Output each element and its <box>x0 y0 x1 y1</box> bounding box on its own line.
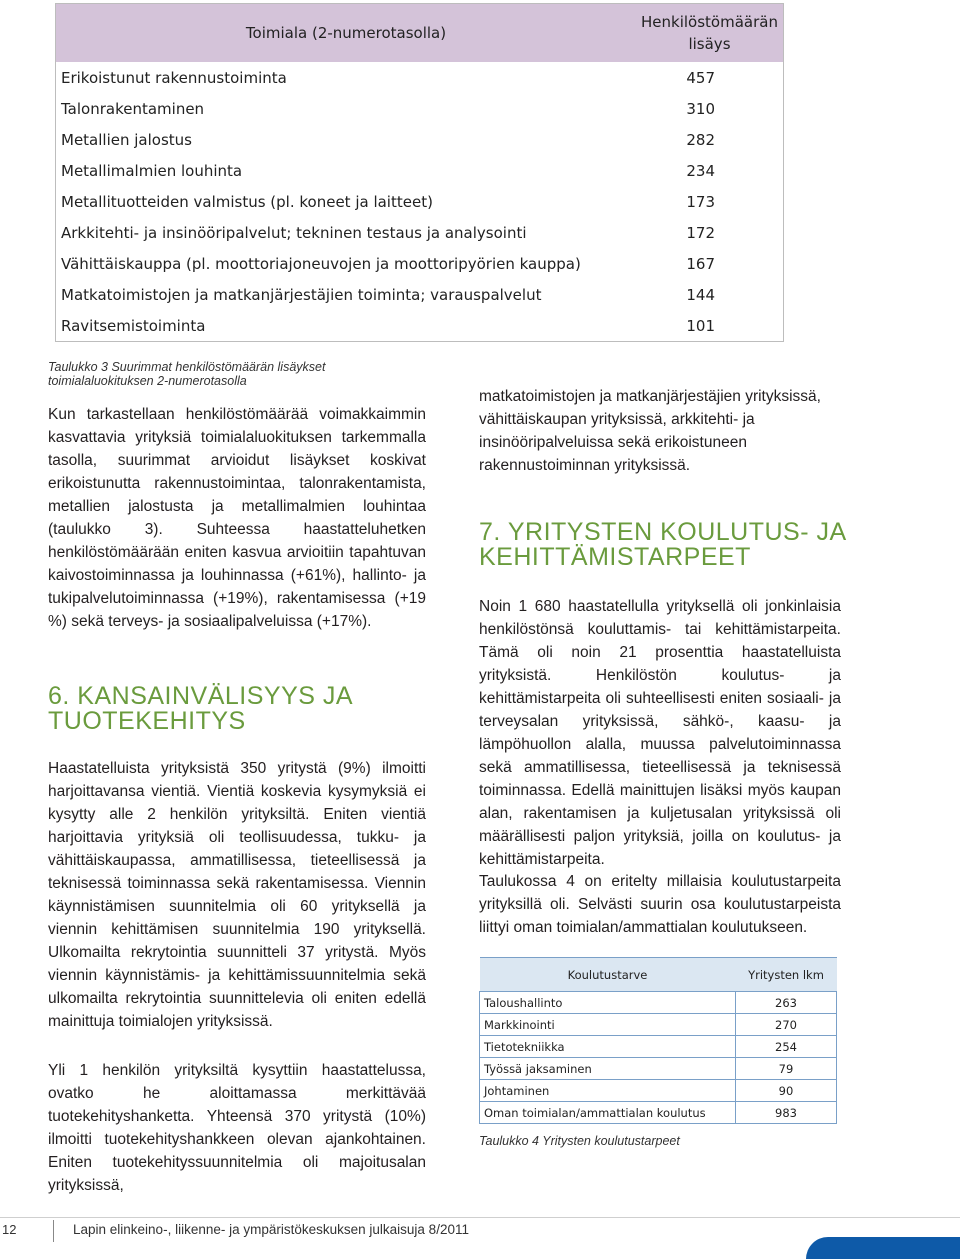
table-row <box>56 186 784 217</box>
industry-name: Metallien jalostus <box>61 130 192 149</box>
industry-name: Ravitsemistoiminta <box>61 316 206 335</box>
table-row <box>480 1014 837 1036</box>
growth-value: 173 <box>686 192 715 211</box>
training-need-name: Markkinointi <box>480 1014 736 1036</box>
table-row <box>480 1058 837 1080</box>
industry-column-header: Toimiala (2-numerotasolla) <box>56 4 637 63</box>
section-6-heading <box>48 684 448 734</box>
industry-name: Vähittäiskauppa (pl. moottoriajoneuvojen ja moottoripyörien kauppa) <box>61 254 581 273</box>
industry-growth-table <box>55 3 784 342</box>
table-header-row <box>480 958 837 992</box>
section-7-heading-line1: 7. YRITYSTEN KOULUTUS- JA <box>479 518 847 546</box>
growth-value: 167 <box>686 254 715 273</box>
table-row <box>56 93 784 124</box>
company-count: 79 <box>736 1058 837 1080</box>
training-need-column-header: Koulutustarve <box>480 958 736 992</box>
right-paragraph-3: Taulukossa 4 on eritelty millaisia koulutustarpeita yrityksillä oli. Selvästi suurin osa koulutustarpeista liittyi oman toimialan/ammattialan koulutukseen. <box>479 873 841 936</box>
table-3-caption-line2: toimialaluokituksen 2-numerotasolla <box>48 374 247 388</box>
left-paragraph-1: Kun tarkastellaan henkilöstömäärää voimakkaimmin kasvattavia yrityksiä toimialaluokituksen tarkemmalla tasolla, suurimmat arvioidut lisäykset koskivat erikoistunutta rakennustoimintaa, talonrakentamista, metallien jalostusta ja metallimalmien louhintaa (taulukko 3). Suhteessa haastatteluhetken henkilöstömäärään eniten kasvua arvioitiin tapahtuvan kaivostoiminnassa ja louhinnassa (+61%), hallinto- ja tukipalvelutoiminnassa (+19%), rakentamisessa (+19 %) sekä terveys- ja sosiaalipalveluissa (+17%). <box>48 406 426 630</box>
industry-name: Metallimalmien louhinta <box>61 161 243 180</box>
section-6-heading-line2: TUOTEKEHITYS <box>48 707 246 735</box>
growth-value: 310 <box>686 99 715 118</box>
growth-value: 282 <box>686 130 715 149</box>
company-count: 983 <box>736 1102 837 1124</box>
left-paragraph-2: Haastatelluista yrityksistä 350 yritystä (9%) ilmoitti harjoittavansa vientiä. Vientiä koskevia kysymyksiä ei kysytty alle 2 henkilön yrityksiltä. Eniten vientiä harjoittavia yrityksiä oli teollisuudessa, tukku- ja vähittäiskaupassa, ammatillisessa, tieteellisessä ja teknisessä toiminnassa sekä rakentamisessa. Viennin käynnistämisen suunnitelmia oli 60 yrityksellä ja viennin kehittämisen suunnitelmia 190 yrityksellä. Ulkomailta rekrytointia suunnitteli 37 yritystä. Myös viennin käynnistämis- ja kehittämissuunnitelmia sekä ulkomailta rekrytointia suunnittelevia oli eniten edellä mainittuja toimialojen yrityksissä. <box>48 760 426 1030</box>
table-row <box>56 217 784 248</box>
table-row <box>56 248 784 279</box>
growth-value: 144 <box>686 285 715 304</box>
company-count-column-header: Yritysten lkm <box>736 958 837 992</box>
company-count: 254 <box>736 1036 837 1058</box>
industry-name: Matkatoimistojen ja matkanjärjestäjien toiminta; varauspalvelut <box>61 285 542 304</box>
table-row <box>480 992 837 1014</box>
right-paragraph-1: matkatoimistojen ja matkanjärjestäjien yrityksissä, vähittäiskaupan yrityksissä, arkkitehti- ja insinööripalveluissa sekä erikoistuneen rakennustoiminnan yrityksissä. <box>479 388 821 474</box>
count-column-header <box>636 4 784 63</box>
section-7-heading <box>479 520 919 570</box>
company-count: 270 <box>736 1014 837 1036</box>
table-row <box>480 1080 837 1102</box>
footer-separator <box>53 1220 54 1242</box>
growth-value: 234 <box>686 161 715 180</box>
table-header-row <box>56 4 784 63</box>
table-row <box>56 155 784 186</box>
industry-name: Arkkitehti- ja insinööripalvelut; tekninen testaus ja analysointi <box>61 223 527 242</box>
section-6-heading-line1: 6. KANSAINVÄLISYYS JA <box>48 682 354 710</box>
company-count: 263 <box>736 992 837 1014</box>
page-number: 12 <box>2 1222 17 1237</box>
section-7-heading-line2: KEHITTÄMISTARPEET <box>479 543 751 571</box>
table-row <box>56 124 784 155</box>
table-row <box>56 62 784 93</box>
growth-value: 172 <box>686 223 715 242</box>
count-column-header-text: Henkilöstömäärän lisäys <box>641 13 778 53</box>
growth-value: 457 <box>686 68 715 87</box>
table-3-caption-line1: Taulukko 3 Suurimmat henkilöstömäärän lisäykset <box>48 360 326 374</box>
table-4-caption: Taulukko 4 Yritysten koulutustarpeet <box>479 1134 680 1148</box>
footer-divider <box>0 1217 960 1218</box>
publication-series: Lapin elinkeino-, liikenne- ja ympäristökeskuksen julkaisuja 8/2011 <box>73 1222 469 1237</box>
table-row <box>480 1036 837 1058</box>
training-need-name: Johtaminen <box>480 1080 736 1102</box>
table-row <box>56 279 784 310</box>
corner-decoration <box>806 1237 960 1259</box>
training-need-name: Taloushallinto <box>480 992 736 1014</box>
company-count: 90 <box>736 1080 837 1102</box>
table-row <box>480 1102 837 1124</box>
training-need-name: Tietotekniikka <box>480 1036 736 1058</box>
table-row <box>56 310 784 342</box>
training-needs-table <box>479 957 837 1124</box>
industry-name: Talonrakentaminen <box>61 99 205 118</box>
table-3-caption <box>48 360 448 388</box>
training-need-name: Työssä jaksaminen <box>480 1058 736 1080</box>
right-paragraph-2: Noin 1 680 haastatellulla yrityksellä oli jonkinlaisia henkilöstönsä kouluttamis- tai kehittämistarpeita. Tämä oli noin 21 prosenttia haastatelluista yrityksistä. Henkilöstön koulutus- ja kehittämistarpeita oli suhteellisesti eniten sosiaali- ja terveysalan yrityksissä, sähkö-, kaasu- ja lämpöhuollon alalla, muussa palvelutoiminnassa sekä ammatillisessa, tieteellisessä ja teknisessä toiminnassa. Edellä mainittujen lisäksi myös kaupan alan, rakentamisen ja kuljetusalan yrityksissä oli määrällisesti paljon yrityksiä, joilla on koulutus- ja kehittämistarpeita. <box>479 598 841 868</box>
left-paragraph-3: Yli 1 henkilön yrityksiltä kysyttiin haastattelussa, ovatko he aloittamassa merkittävää tuotekehityshanketta. Yhteensä 370 yritystä (10%) ilmoitti tuotekehityshankkeen olevan ajankohtainen. Eniten tuotekehityssuunnitelmia oli majoitusalan yrityksissä, <box>48 1062 426 1194</box>
training-need-name: Oman toimialan/ammattialan koulutus <box>480 1102 736 1124</box>
industry-name: Erikoistunut rakennustoiminta <box>61 68 287 87</box>
industry-name: Metallituotteiden valmistus (pl. koneet ja laitteet) <box>61 192 433 211</box>
growth-value: 101 <box>686 316 715 335</box>
